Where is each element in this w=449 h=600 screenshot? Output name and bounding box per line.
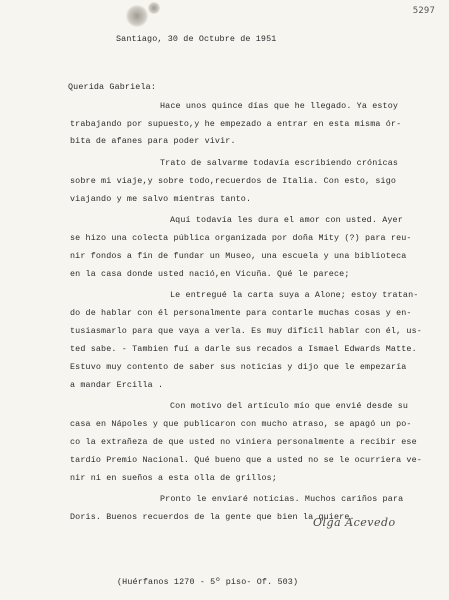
letter-line: Le entregué la carta suya a Alone; estoy tratan- [170, 290, 419, 300]
salutation: Querida Gabriela: [68, 82, 156, 92]
letter-line: trabajando por supuesto,y he empezado a entrar en esta misma ór- [70, 119, 402, 129]
letter-line: casa en Nápoles y que publicaron con mucho atraso, se apagó un po- [70, 419, 412, 429]
letter-line: Pronto le enviaré noticias. Muchos cariños para [160, 494, 404, 504]
handwritten-signature: Olga Acevedo [313, 516, 396, 529]
letter-line: se hizo una colecta pública organizada por doña Mity (?) para reu- [70, 233, 412, 243]
letter-line: nir ni en sueños a esta olla de grillos; [70, 473, 278, 483]
letter-line: Estuvo muy contento de saber sus noticias y dijo que le empezaría [70, 362, 407, 372]
letter-line: Doris. Buenos recuerdos de la gente que bien la quiere. [70, 512, 355, 522]
letter-line: ted sabe. - Tambien fuí a darle sus recados a Ismael Edwards Matte. [70, 344, 417, 354]
letter-line: Trato de salvarme todavía escribiendo crónicas [160, 158, 399, 168]
ink-stain [126, 5, 148, 27]
letter-line: do de hablar con él personalmente para contarle muchas cosas y en- [70, 308, 412, 318]
letter-line: Hace unos quince días que he llegado. Ya estoy [160, 101, 399, 111]
reference-number: 5297 [412, 6, 435, 16]
letter-line: Aquí todavía les dura el amor con usted. Ayer [170, 215, 403, 225]
place-date: Santiago, 30 de Octubre de 1951 [116, 34, 277, 44]
letter-line: tardío Premio Nacional. Qué bueno que a usted no se le ocurriera ve- [70, 455, 422, 465]
letter-line: sobre mi viaje,y sobre todo,recuerdos de Italia. Con esto, sigo [70, 176, 397, 186]
letter-line: co la extrañeza de que usted no viniera personalmente a recibir ese [70, 437, 417, 447]
letter-line: viajando y me salvo mientras tanto. [70, 194, 252, 204]
letter-line: bita de afanes para poder vivir. [70, 136, 236, 146]
ink-stain [148, 2, 160, 14]
letter-line: en la casa donde usted nació,en Vicuña. Qué le parece; [70, 269, 350, 279]
letter-line: a mandar Ercilla . [70, 380, 164, 390]
footer-address: (Huérfanos 1270 - 5º piso- Of. 503) [117, 577, 299, 587]
letter-line: Con motivo del artículo mío que envié desde su [170, 401, 409, 411]
letter-line: tusiasmarlo para que vaya a verla. Es muy difícil hablar con él, us- [70, 326, 422, 336]
letter-line: nir fondos a fin de fundar un Museo, una escuela y una biblioteca [70, 251, 407, 261]
